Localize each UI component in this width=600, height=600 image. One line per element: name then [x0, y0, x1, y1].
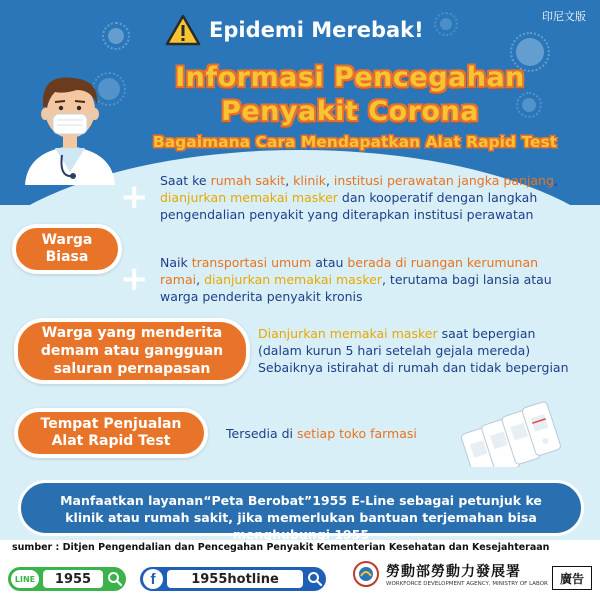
doctor-illustration [15, 60, 125, 185]
store-info: Tersedia di setiap toko farmasi [226, 426, 417, 441]
facebook-handle: 1955hotline [167, 570, 303, 588]
e-line-notice: Manfaatkan layanan“Peta Berobat”1955 E-Line sebagai petunjuk ke klinik atau rumah sakit, jika memerlukan bantuan terjemahan bisa menghubungi 1955 [18, 480, 584, 536]
label-general-citizens: Warga Biasa [12, 224, 122, 274]
rapid-test-kit-illustration [458, 395, 578, 467]
sick-advice: Dianjurkan memakai masker saat bepergian (dalam kurun 5 hari setelah gejala mereda) Sebaiknya istirahat di rumah dan tidak bepergian [258, 326, 569, 375]
line-logo-icon: LINE [11, 570, 39, 588]
search-icon [107, 571, 123, 587]
warning-icon [165, 14, 201, 46]
virus-decoration-icon [108, 28, 124, 44]
subtitle: Bagaimana Cara Mendapatkan Alat Rapid Test [152, 133, 558, 151]
ministry-name-en: WORKFORCE DEVELOPMENT AGENCY, MINISTRY OF LABOR [386, 581, 548, 587]
line-number: 1955 [43, 570, 103, 588]
ministry-name-zh: 勞動部勞動力發展署 [386, 564, 521, 580]
search-icon [307, 571, 323, 587]
language-tag: 印尼文版 [542, 10, 586, 23]
ministry-logo [352, 560, 548, 588]
plus-icon: + [120, 259, 149, 299]
ministry-seal-icon [352, 560, 380, 588]
ad-label: 廣告 [552, 566, 592, 590]
label-rapid-test-store: Tempat Penjualan Alat Rapid Test [14, 408, 208, 458]
facebook-contact[interactable] [140, 567, 326, 591]
general-advice-2: Naik transportasi umum atau berada di ruangan kerumunan ramai, dianjurkan memakai masker, terutama bagi lansia atau warga penderita penyakit kronis [160, 255, 552, 304]
main-title-line1: Informasi Pencegahan [175, 62, 525, 93]
facebook-logo-icon: f [143, 569, 163, 589]
general-advice-1: Saat ke rumah sakit, klinik, institusi perawatan jangka panjang, dianjurkan memakai masker dan kooperatif dengan langkah pengendalian penyakit yang diterapkan institusi perawatan [160, 173, 558, 222]
alert-title: Epidemi Merebak! [209, 18, 424, 42]
label-sick-citizens: Warga yang menderita demam atau gangguan saluran pernapasan [14, 318, 250, 384]
main-title-line2: Penyakit Corona [221, 96, 479, 127]
alert-banner [165, 14, 424, 46]
source-credit: sumber : Ditjen Pengendalian dan Pencegahan Penyakit Kementerian Kesehatan dan Kesejahteraan [12, 542, 550, 553]
line-contact[interactable] [8, 567, 126, 591]
plus-icon: + [120, 177, 149, 217]
virus-decoration-icon [440, 18, 452, 30]
